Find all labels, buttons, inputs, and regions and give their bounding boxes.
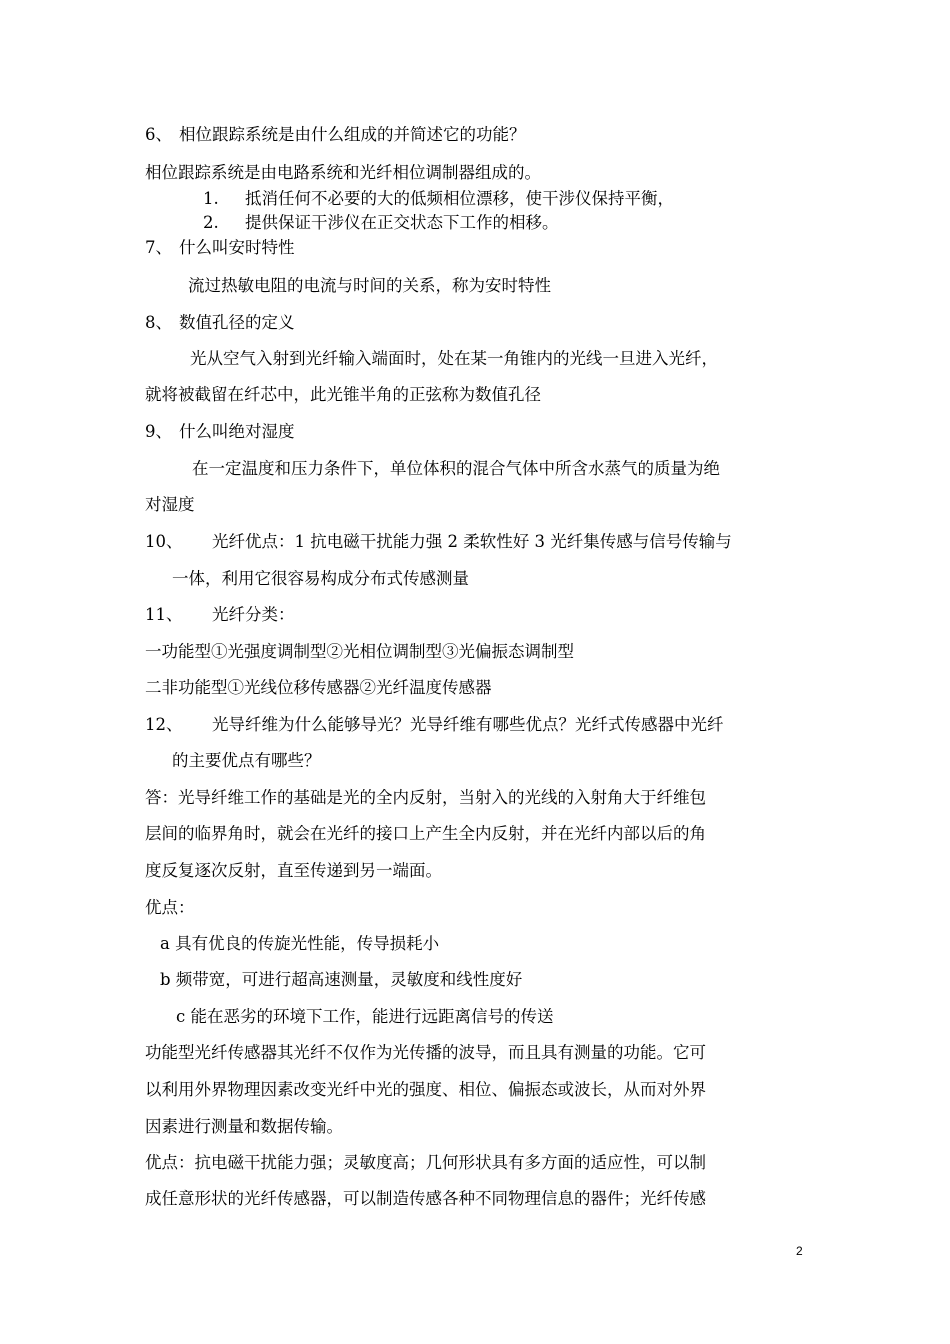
q7-heading: 7、 什么叫安时特性: [145, 238, 295, 257]
q8-heading: 8、 数值孔径的定义: [145, 313, 295, 332]
q6-item-1: 1. 抵消任何不必要的大的低频相位漂移，使干涉仪保持平衡，: [203, 189, 674, 208]
q12-advantage-a: a 具有优良的传旋光性能，传导损耗小: [160, 934, 440, 953]
q12-sensor-advantages-line-2: 成任意形状的光纤传感器，可以制造传感各种不同物理信息的器件；光纤传感: [145, 1189, 706, 1208]
q12-answer-line-2: 层间的临界角时，就会在光纤的接口上产生全内反射，并在光纤内部以后的角: [145, 824, 706, 843]
q6-answer: 相位跟踪系统是由电路系统和光纤相位调制器组成的。: [145, 163, 541, 182]
q12-functional-line-2: 以利用外界物理因素改变光纤中光的强度、相位、偏振态或波长，从而对外界: [145, 1080, 706, 1099]
q7-answer: 流过热敏电阻的电流与时间的关系，称为安时特性: [188, 276, 551, 295]
q11-heading: 11、 光纤分类：: [145, 605, 295, 624]
q9-answer-line-1: 在一定温度和压力条件下，单位体积的混合气体中所含水蒸气的质量为绝: [192, 459, 720, 478]
q10-line-1: 10、 光纤优点：1 抗电磁干扰能力强 2 柔软性好 3 光纤集传感与信号传输与: [145, 532, 732, 551]
q12-answer-line-3: 度反复逐次反射，直至传递到另一端面。: [145, 861, 442, 880]
page-number: 2: [796, 1244, 803, 1258]
q12-functional-line-1: 功能型光纤传感器其光纤不仅作为光传播的波导，而且具有测量的功能。它可: [145, 1043, 706, 1062]
q8-answer-line-2: 就将被截留在纤芯中，此光锥半角的正弦称为数值孔径: [145, 385, 541, 404]
q6-number: 6、: [145, 125, 172, 144]
q6-question: 相位跟踪系统是由什么组成的并简述它的功能？: [179, 125, 526, 144]
q12-functional-line-3: 因素进行测量和数据传输。: [145, 1117, 343, 1136]
q12-line-1: 12、 光导纤维为什么能够导光？光导纤维有哪些优点？光纤式传感器中光纤: [145, 715, 724, 734]
q12-answer-line-1: 答：光导纤维工作的基础是光的全内反射，当射入的光线的入射角大于纤维包: [145, 788, 706, 807]
q12-advantage-c: c 能在恶劣的环境下工作，能进行远距离信号的传送: [176, 1007, 554, 1026]
q12-line-2: 的主要优点有哪些？: [172, 751, 321, 770]
q12-sensor-advantages-line-1: 优点：抗电磁干扰能力强；灵敏度高；几何形状具有多方面的适应性，可以制: [145, 1153, 706, 1172]
q6-item-2: 2. 提供保证干涉仪在正交状态下工作的相移。: [203, 213, 559, 232]
q8-answer-line-1: 光从空气入射到光纤输入端面时，处在某一角锥内的光线一旦进入光纤，: [190, 349, 718, 368]
q6-heading: [145, 124, 526, 146]
q12-advantage-b: b 频带宽，可进行超高速测量，灵敏度和线性度好: [160, 970, 523, 989]
q11-line-1: 一功能型①光强度调制型②光相位调制型③光偏振态调制型: [145, 642, 574, 661]
q9-answer-line-2: 对湿度: [145, 495, 195, 514]
q11-line-2: 二非功能型①光线位移传感器②光纤温度传感器: [145, 678, 492, 697]
q12-advantages-title: 优点：: [145, 898, 195, 917]
q9-heading: 9、 什么叫绝对湿度: [145, 422, 295, 441]
q10-line-2: 一体，利用它很容易构成分布式传感测量: [172, 569, 469, 588]
